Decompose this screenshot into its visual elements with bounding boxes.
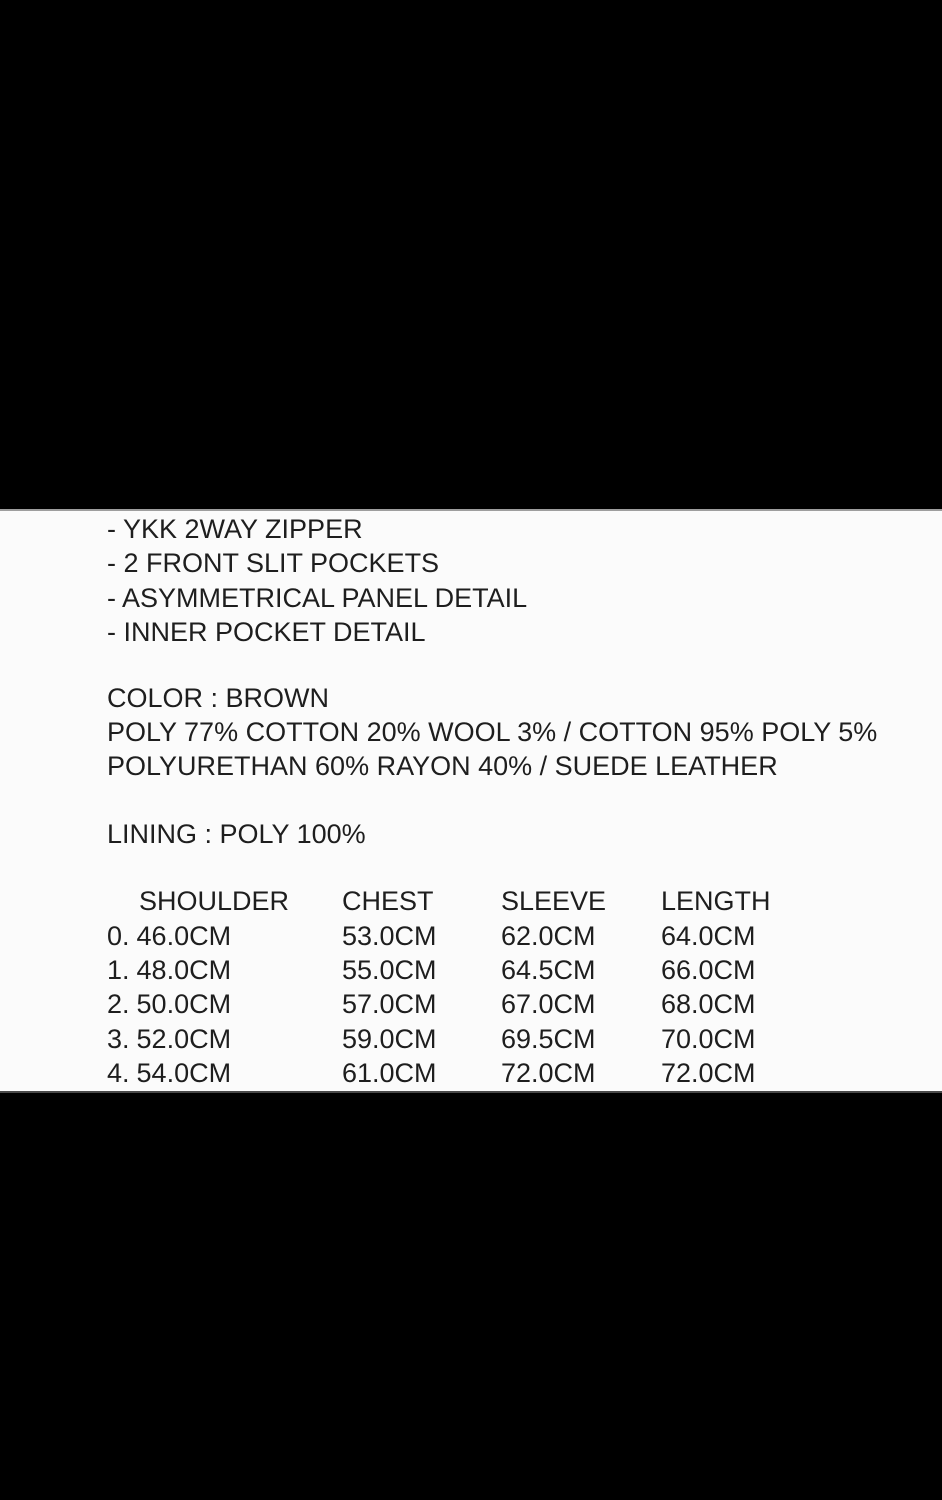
size-cell-shoulder: 4. 54.0CM — [107, 1056, 342, 1090]
feature-item: - ASYMMETRICAL PANEL DETAIL — [107, 582, 528, 613]
size-cell-shoulder: 2. 50.0CM — [107, 987, 342, 1021]
column-header-chest: CHEST — [342, 886, 434, 917]
size-cell-sleeve: 69.5CM — [501, 1023, 596, 1054]
size-cell-chest: 55.0CM — [342, 955, 437, 986]
size-cell-length: 72.0CM — [661, 1058, 756, 1089]
size-cell-chest: 61.0CM — [342, 1058, 437, 1089]
size-row — [107, 987, 922, 1021]
size-index: 3. — [107, 1023, 130, 1054]
size-cell-sleeve: 62.0CM — [501, 920, 596, 951]
column-header-shoulder: SHOULDER — [139, 886, 290, 917]
size-cell-length: 64.0CM — [661, 920, 756, 951]
size-index: 4. — [107, 1058, 130, 1089]
size-cell-length: 68.0CM — [661, 989, 756, 1020]
feature-item: - INNER POCKET DETAIL — [107, 617, 426, 648]
size-chart-header-row — [107, 884, 922, 918]
size-cell-shoulder: 3. 52.0CM — [107, 1022, 342, 1056]
lining-line: LINING : POLY 100% — [107, 818, 366, 849]
size-cell-shoulder: 1. 48.0CM — [107, 953, 342, 987]
size-cell-chest: 59.0CM — [342, 1023, 437, 1054]
color-line: COLOR : BROWN — [107, 682, 330, 713]
size-index: 2. — [107, 989, 130, 1020]
size-cell-sleeve: 67.0CM — [501, 989, 596, 1020]
size-row — [107, 1056, 922, 1090]
column-header-sleeve: SLEEVE — [501, 886, 607, 917]
size-index: 0. — [107, 920, 130, 951]
lining-block — [107, 817, 922, 851]
size-row — [107, 919, 922, 953]
size-cell-sleeve: 64.5CM — [501, 955, 596, 986]
feature-item: - YKK 2WAY ZIPPER — [107, 514, 363, 544]
size-cell-chest: 53.0CM — [342, 920, 437, 951]
column-header-length: LENGTH — [661, 886, 771, 917]
size-row — [107, 1022, 922, 1056]
feature-list — [107, 512, 922, 650]
feature-item: - 2 FRONT SLIT POCKETS — [107, 548, 440, 579]
size-cell-length: 70.0CM — [661, 1023, 756, 1054]
spec-text-panel — [0, 509, 942, 1093]
composition-block — [107, 681, 922, 784]
size-index: 1. — [107, 955, 130, 986]
size-row — [107, 953, 922, 987]
size-cell-chest: 57.0CM — [342, 989, 437, 1020]
fabric-line-1: POLY 77% COTTON 20% WOOL 3% / COTTON 95% POLY 5% — [107, 717, 878, 748]
size-chart-table — [107, 884, 922, 1090]
size-cell-shoulder: 0. 46.0CM — [107, 919, 342, 953]
size-cell-sleeve: 72.0CM — [501, 1058, 596, 1089]
fabric-line-2: POLYURETHAN 60% RAYON 40% / SUEDE LEATHER — [107, 751, 778, 782]
size-cell-length: 66.0CM — [661, 955, 756, 986]
